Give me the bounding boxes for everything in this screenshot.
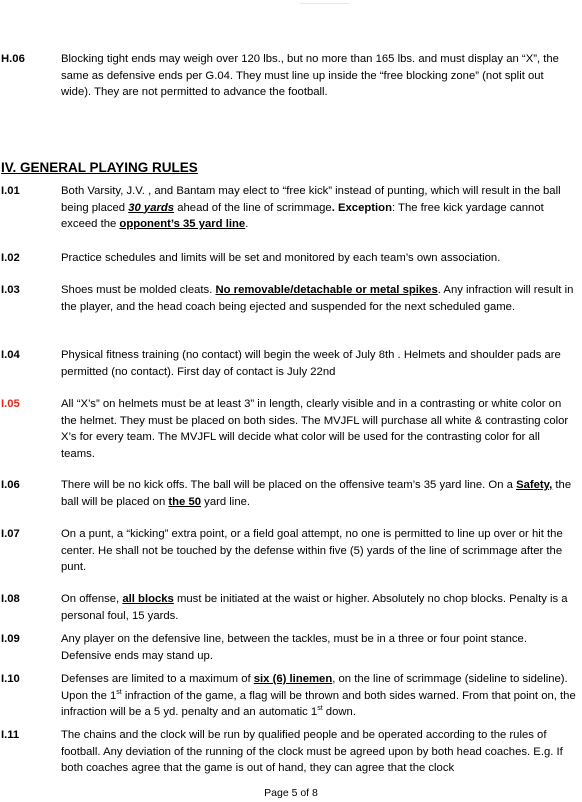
rule-text: [61, 671, 576, 721]
scan-artifact: [300, 0, 350, 4]
text-run: .: [331, 201, 335, 214]
rule-text: [61, 282, 576, 315]
rule-text: [61, 477, 576, 510]
rule-text: Any player on the defensive line, between the tackles, must be in a three or four point stance. Defensive ends may stand up.: [61, 633, 527, 662]
emphasis-opponent: opponent’s 35 yard line: [119, 218, 246, 230]
emphasis-exception: Exception: [337, 201, 392, 214]
text-run: down.: [322, 706, 356, 718]
text-run: .: [245, 218, 249, 230]
emphasis-safety: Safety,: [516, 479, 553, 491]
emphasis-yards: 30 yards: [128, 201, 175, 214]
rule-number: I.06: [1, 479, 20, 491]
rule-text: The chains and the clock will be run by qualified people and be operated according to the rules of football. Any deviation of the running of the clock must be agreed upon by both head coaches. E.g. If both coaches agree that the game is out of hand, they can agree that the clock: [61, 729, 563, 774]
rule-text: All “X’s” on helmets must be at least 3” in length, clearly visible and in a contrasting or white color on the helmet. They must be placed on both sides. The MVJFL will purchase all white & contrasting color X’s for every team. The MVJFL will decide what color will be used for the contrasting color for all teams.: [61, 398, 569, 460]
rule-number-highlighted: I.05: [1, 398, 20, 410]
rule-number: I.08: [1, 593, 20, 605]
text-run: , on the line of scrimmage (sideline to sideline). Upon the 1: [61, 673, 568, 702]
emphasis-all-blocks: all blocks: [122, 593, 174, 605]
rule-number: I.04: [1, 349, 20, 361]
rule-number: I.01: [1, 185, 20, 197]
rule-number: I.11: [1, 729, 20, 741]
rule-number: H.06: [1, 53, 25, 65]
text-run: Defenses are limited to a maximum of: [61, 673, 254, 685]
rule-text: Physical fitness training (no contact) will begin the week of July 8th . Helmets and shoulder pads are permitted (no contact). First day of contact is July 22nd: [61, 349, 561, 378]
rule-text: On a punt, a “kicking” extra point, or a field goal attempt, no one is permitted to line up over or hit the center. He shall not be touched by the defense within five (5) yards of the line of scrimmage after the punt.: [61, 528, 563, 573]
superscript: st: [116, 688, 122, 696]
superscript: st: [317, 705, 323, 713]
text-run: must be initiated at the waist or higher. Absolutely no chop blocks. Penalty is a personal foul, 15 yards.: [61, 593, 568, 622]
text-run: There will be no kick offs. The ball will be placed on the offensive team’s 35 yard line. On a: [61, 479, 517, 491]
text-run: On offense,: [61, 593, 123, 605]
text-run: Both Varsity, J.V. , and Bantam may elect to “free kick” instead of punting, which will result in the ball being placed: [61, 185, 561, 214]
text-run: . Any infraction will result in the player, and the head coach being ejected and suspended for the next scheduled game.: [61, 284, 574, 313]
text-run: ahead of the line of scrimmage: [174, 201, 332, 214]
text-run: the ball will be placed on: [61, 479, 572, 508]
rule-number: I.02: [1, 252, 20, 264]
emphasis-spikes: No removable/detachable or metal spikes: [215, 284, 438, 296]
text-run: yard line.: [201, 495, 251, 508]
text-run: Shoes must be molded cleats.: [61, 284, 216, 296]
rule-text: Practice schedules and limits will be set and monitored by each team’s own association.: [61, 252, 501, 264]
rule-text: [61, 183, 576, 233]
emphasis-the50: the 50: [168, 495, 202, 508]
section-title: IV. GENERAL PLAYING RULES: [1, 160, 198, 175]
rule-text: [61, 591, 576, 624]
emphasis-six-linemen: six (6) linemen: [253, 673, 333, 685]
rule-number: I.03: [1, 284, 20, 296]
rule-number: I.09: [1, 633, 20, 645]
text-run: infraction of the game, a flag will be thrown and both sides warned. From that point on, the infraction will be a 5 yd. penalty and an automatic 1: [61, 689, 576, 718]
page-footer: Page 5 of 8: [264, 787, 318, 799]
rule-text: Blocking tight ends may weigh over 120 lbs., but no more than 165 lbs. and must display an “X”, the same as defensive ends per G.04. They must line up inside the “free blocking zone” (not split out wide). They are not permitted to advance the football.: [61, 53, 559, 98]
rule-number: I.10: [1, 673, 20, 685]
text-run: : The free kick yardage cannot exceed the: [61, 201, 544, 230]
rule-number: I.07: [1, 528, 20, 540]
